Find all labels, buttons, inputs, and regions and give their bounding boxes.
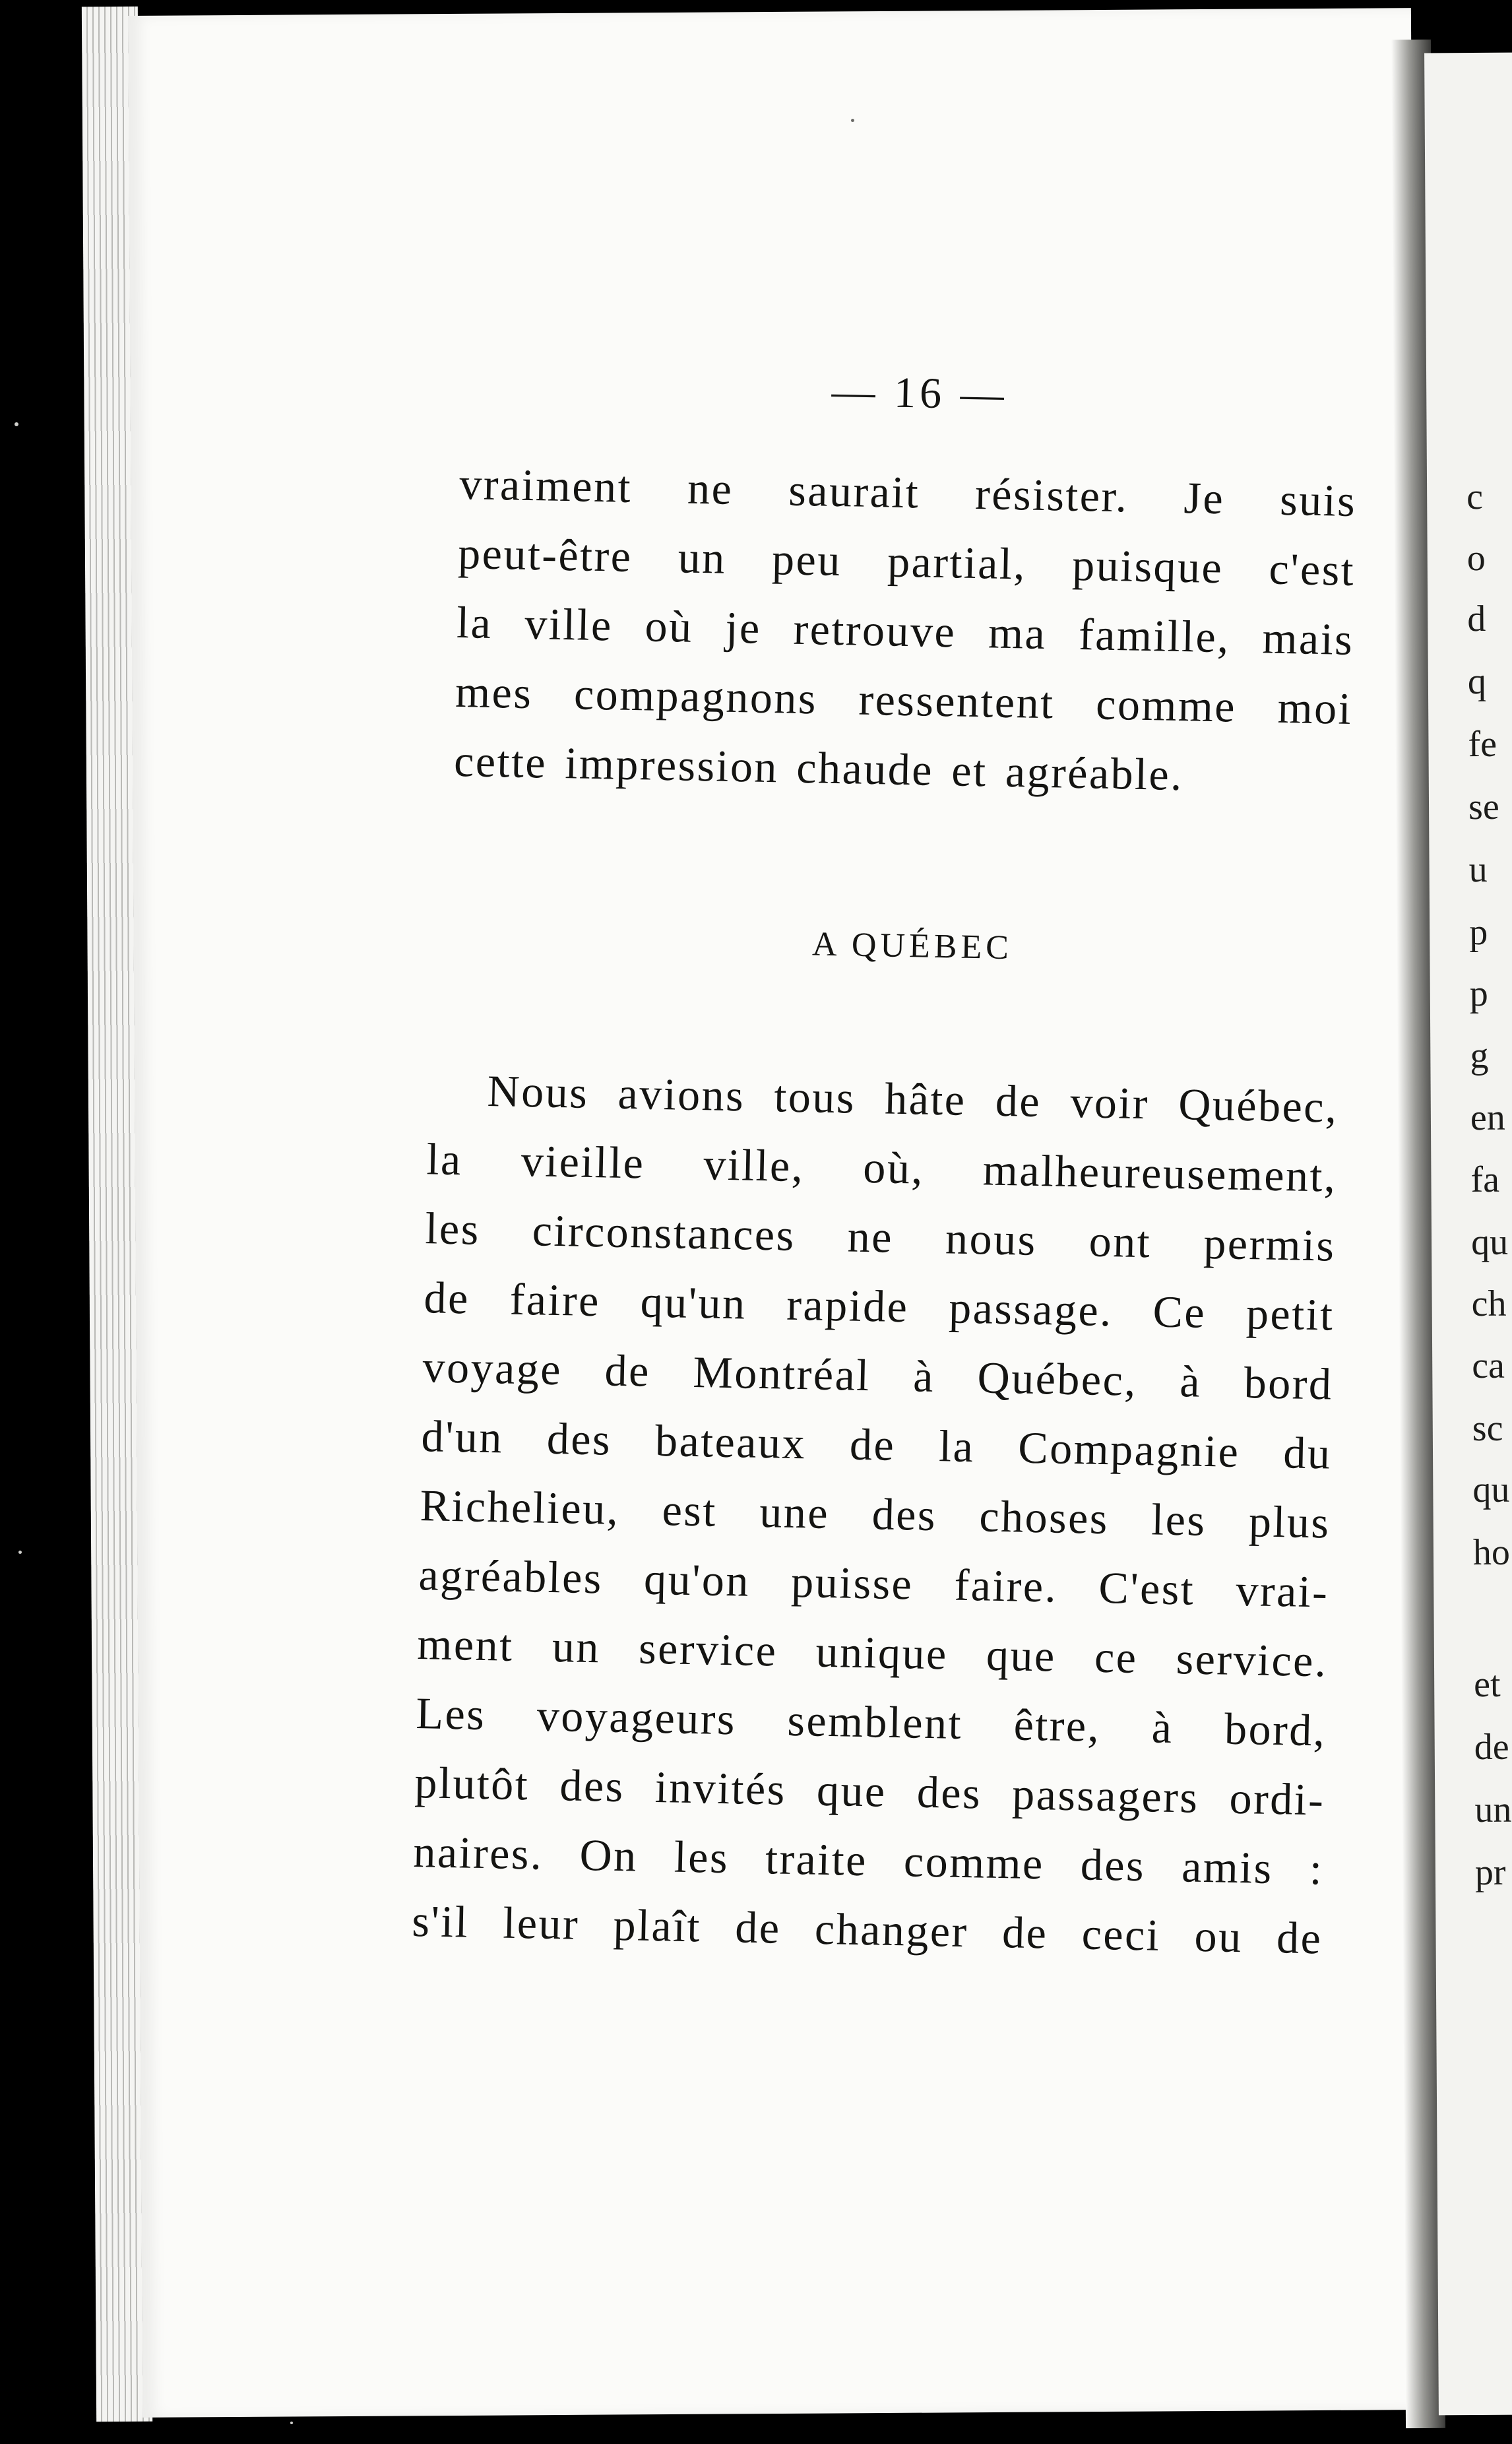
text-line: Richelieu, est une des choses les plus (419, 1480, 1331, 1548)
page-content (411, 360, 1359, 1974)
text-line: mes compagnons ressentent comme moi (455, 666, 1353, 734)
facing-text-fragment: en (1470, 1097, 1505, 1139)
page-number: — 16 — (831, 367, 1009, 419)
paragraph-continued (453, 449, 1357, 813)
paragraph-quebec (412, 1055, 1339, 1973)
facing-text-fragment: g (1470, 1035, 1489, 1077)
facing-text-fragment: se (1468, 786, 1499, 828)
facing-text-fragment: c (1466, 476, 1484, 518)
facing-text-fragment: ho (1472, 1531, 1511, 1574)
facing-text-fragment: q (1467, 660, 1487, 703)
facing-text-fragment: pr (1474, 1851, 1506, 1894)
scan-speck (290, 2422, 293, 2424)
facing-text-fragment: de (1474, 1726, 1509, 1768)
scan-speck (851, 119, 854, 122)
facing-text-fragment: ca (1472, 1345, 1505, 1387)
text-line: Les voyageurs semblent être, à bord, (415, 1688, 1327, 1756)
facing-text-fragment: ch (1471, 1283, 1507, 1325)
facing-page (1424, 53, 1512, 2416)
text-line: les circonstances ne nous ont permis (424, 1203, 1337, 1271)
facing-text-fragment: fa (1470, 1159, 1500, 1201)
text-line: de faire qu'un rapide passage. Ce petit (423, 1272, 1335, 1340)
text-line: agréables qu'on puisse faire. C'est vrai- (418, 1549, 1330, 1617)
facing-text-fragment: et (1473, 1663, 1501, 1706)
text-line: vraiment ne saurait résister. Je suis (458, 458, 1357, 527)
facing-text-fragment: u (1468, 849, 1488, 891)
facing-text-fragment: un (1474, 1789, 1512, 1831)
text-line: s'il leur plaît de changer de ceci ou de (411, 1895, 1323, 1964)
facing-text-fragment: d (1467, 598, 1486, 640)
text-line: plutôt des invités que des passagers ordi- (414, 1757, 1326, 1825)
text-line: naires. On les traite comme des amis : (412, 1826, 1325, 1894)
text-line: la vieille ville, où, malheureusement, (426, 1134, 1338, 1202)
facing-text-fragment: sc (1472, 1407, 1503, 1450)
text-line: cette impression chaude et agréable. (453, 735, 1184, 800)
text-line: ment un service unique que ce service. (416, 1619, 1329, 1687)
facing-text-fragment: p (1469, 911, 1488, 953)
text-line: Nous avions tous hâte de voir Québec, (487, 1065, 1339, 1132)
text-line: la ville où je retrouve ma famille, mais (456, 596, 1354, 665)
scan-speck (18, 1551, 22, 1554)
facing-text-fragment: qu (1470, 1221, 1509, 1264)
text-line: d'un des bateaux de la Compagnie du (420, 1411, 1333, 1479)
facing-text-fragment: fe (1468, 723, 1497, 765)
scan-speck (15, 422, 18, 426)
facing-text-fragment: qu (1472, 1469, 1510, 1511)
section-heading: A QUÉBEC (811, 925, 1013, 967)
facing-text-fragment: p (1469, 973, 1488, 1015)
text-line: voyage de Montréal à Québec, à bord (422, 1341, 1334, 1409)
text-line: peut-être un peu partial, puisque c'est (457, 527, 1356, 596)
facing-text-fragment: o (1466, 537, 1486, 579)
